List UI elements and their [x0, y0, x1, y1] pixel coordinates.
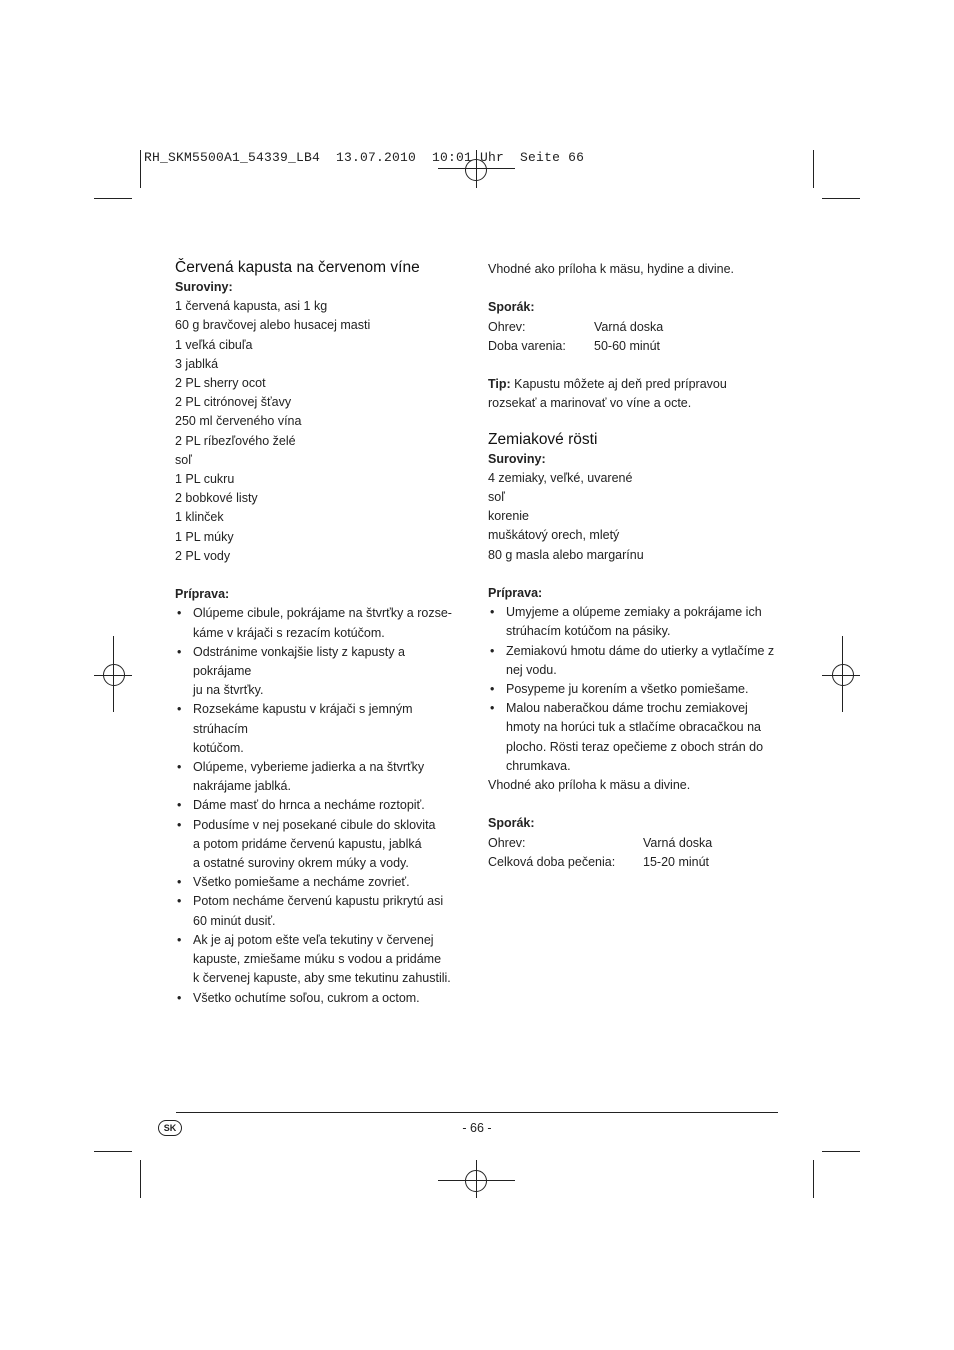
ingredient-item: 2 PL citrónovej šťavy: [175, 395, 292, 410]
stove-label-2: Sporák:: [488, 816, 535, 831]
ingredient-item: 1 PL cukru: [175, 472, 235, 487]
ingredient-item: muškátový orech, mletý: [488, 528, 620, 543]
right-column: [488, 260, 788, 872]
step-item: • Olúpeme cibule, pokrájame na štvrťky a rozse- káme v krájači s rezacím kotúčom.: [175, 604, 465, 642]
recipe-title-2: Zemiakové rösti: [488, 430, 598, 448]
ingredient-item: soľ: [175, 452, 192, 467]
recipe-title: Červená kapusta na červenom víne: [175, 259, 420, 276]
ingredient-item: 2 PL ríbezľového želé: [175, 433, 296, 448]
tip: Tip: Kapustu môžete aj deň pred prípravou: [488, 377, 727, 392]
ingredient-item: 60 g bravčovej alebo husacej masti: [175, 318, 371, 333]
serving-note: Vhodné ako príloha k mäsu, hydine a divine.: [488, 262, 734, 276]
ingredients-list: [175, 297, 465, 566]
stove-label: Sporák:: [488, 300, 535, 315]
registration-mark: [113, 636, 114, 712]
ingredient-item: soľ: [488, 490, 505, 504]
page-number: - 66 -: [462, 1121, 492, 1135]
stove-row: Ohrev: Varná doska: [488, 319, 664, 334]
step-item: • Umyjeme a olúpeme zemiaky a pokrájame ich strúhacím kotúčom na pásiky.: [488, 603, 788, 641]
step-item: • Podusíme v nej posekané cibule do sklovita a potom pridáme červenú kapustu, jablká a ostatné suroviny okrem múky a vody.: [175, 816, 465, 874]
ingredients-label-2: Suroviny:: [488, 451, 546, 466]
language-badge: SK: [158, 1120, 182, 1136]
ingredients-label: Suroviny:: [175, 280, 233, 294]
serving-note-2: Vhodné ako príloha k mäsu a divine.: [488, 778, 691, 793]
registration-mark: [476, 150, 477, 188]
footer-rule: [176, 1112, 778, 1113]
stove-row: Ohrev: Varná doska: [488, 835, 713, 850]
ingredient-item: 4 zemiaky, veľké, uvarené: [488, 470, 633, 485]
registration-mark: [822, 675, 860, 676]
step-item: • Posypeme ju korením a všetko pomiešame.: [488, 680, 788, 699]
step-item: • Zemiakovú hmotu dáme do utierky a vytlačíme z nej vodu.: [488, 642, 788, 680]
ingredient-item: 1 červená kapusta, asi 1 kg: [175, 299, 328, 314]
preparation-label-2: Príprava:: [488, 586, 543, 600]
stove-row: Celková doba pečenia: 15-20 minút: [488, 854, 710, 869]
crop-mark: [822, 198, 860, 199]
registration-mark: [842, 636, 843, 712]
crop-mark: [94, 198, 132, 199]
left-column: [175, 258, 465, 1008]
ingredient-item: 250 ml červeného vína: [175, 414, 302, 429]
step-item: • Dáme masť do hrnca a necháme roztopiť.: [175, 796, 465, 815]
step-item: • Všetko pomiešame a necháme zovrieť.: [175, 873, 465, 892]
tip-continued: rozsekať a marinovať vo víne a octe.: [488, 396, 692, 411]
step-item: • Potom necháme červenú kapustu prikrytú asi 60 minút dusiť.: [175, 892, 465, 930]
crop-mark: [822, 1151, 860, 1152]
registration-mark: [476, 1160, 477, 1198]
crop-mark: [813, 1160, 814, 1198]
step-item: • Odstránime vonkajšie listy z kapusty a pokrájame ju na štvrťky.: [175, 643, 465, 701]
preparation-steps-2: [488, 603, 788, 776]
step-item: • Všetko ochutíme soľou, cukrom a octom.: [175, 989, 465, 1008]
ingredient-item: 2 PL sherry ocot: [175, 376, 266, 391]
crop-mark: [140, 150, 141, 188]
step-item: • Olúpeme, vyberieme jadierka a na štvrťky nakrájame jablká.: [175, 758, 465, 796]
step-item: • Rozsekáme kapustu v krájači s jemným strúhacím kotúčom.: [175, 700, 465, 758]
ingredient-item: korenie: [488, 509, 529, 524]
step-item: • Ak je aj potom ešte veľa tekutiny v červenej kapuste, zmiešame múku s vodou a pridáme k červenej kapuste, aby sme tekutinu zahustili.: [175, 931, 465, 989]
ingredient-item: 1 PL múky: [175, 529, 234, 544]
crop-mark: [813, 150, 814, 188]
preparation-label: Príprava:: [175, 587, 230, 602]
step-item: • Malou naberačkou dáme trochu zemiakovej hmoty na horúci tuk a stlačíme obracačkou na plocho. Rösti teraz opečieme z oboch strán do chrumkava.: [488, 699, 788, 776]
ingredient-item: 2 bobkové listy: [175, 491, 258, 506]
crop-mark: [94, 1151, 132, 1152]
ingredient-item: 1 klinček: [175, 510, 224, 525]
print-slug: RH_SKM5500A1_54339_LB4 13.07.2010 10:01 Uhr Seite 66: [144, 150, 585, 165]
ingredient-item: 1 veľká cibuľa: [175, 337, 253, 352]
crop-mark: [140, 1160, 141, 1198]
preparation-steps: [175, 604, 465, 1007]
stove-row: Doba varenia: 50-60 minút: [488, 338, 661, 353]
ingredient-item: 80 g masla alebo margarínu: [488, 547, 644, 562]
ingredient-item: 2 PL vody: [175, 548, 231, 563]
ingredient-item: 3 jablká: [175, 356, 219, 371]
